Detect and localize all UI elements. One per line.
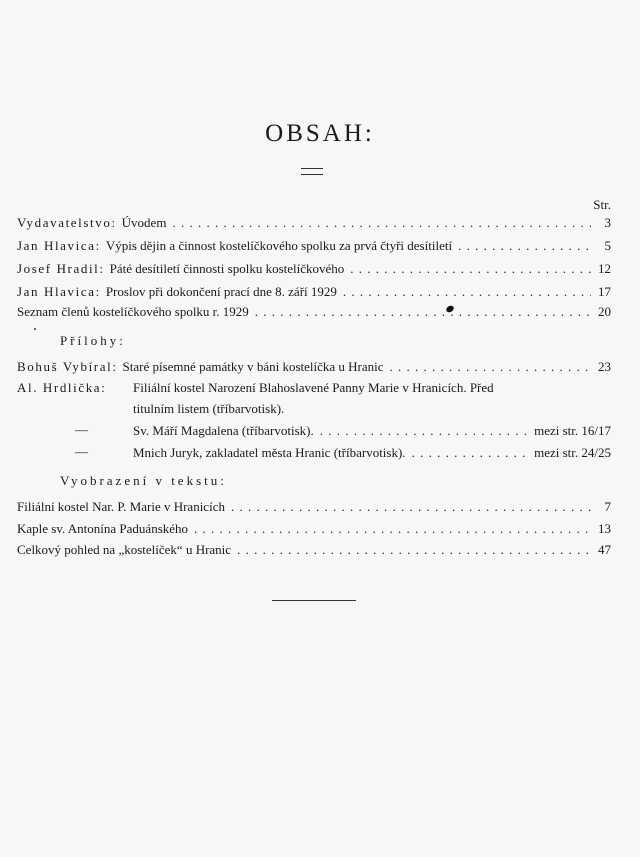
dot-leader bbox=[343, 283, 591, 301]
entry-title: Páté desítiletí činnosti spolku kostelíčkového bbox=[109, 261, 345, 276]
dot-leader bbox=[320, 422, 528, 440]
dot-leader bbox=[350, 260, 591, 278]
entry-page: 5 bbox=[604, 238, 611, 253]
appendix-entry bbox=[133, 444, 611, 462]
entry-title: Úvodem bbox=[121, 215, 167, 230]
entry-title: Proslov při dokončení prací dne 8. září 1929 bbox=[105, 284, 337, 299]
entry-page: 20 bbox=[598, 304, 611, 319]
entry-title: Kaple sv. Antonína Paduánského bbox=[17, 521, 189, 536]
dot-leader bbox=[172, 214, 591, 232]
illustration-entry bbox=[17, 541, 611, 559]
section-heading-vyobrazeni: Vyobrazení v tekstu: bbox=[60, 473, 227, 488]
entry-page: 3 bbox=[604, 215, 611, 230]
entry-title: Sv. Máří Magdalena (tříbarvotisk). bbox=[133, 423, 314, 438]
toc-entry bbox=[17, 260, 611, 278]
toc-entry bbox=[17, 303, 611, 321]
appendix-entry-title-line2: titulním listem (tříbarvotisk). bbox=[133, 401, 285, 416]
toc-entry bbox=[17, 237, 611, 255]
dot-leader bbox=[194, 520, 591, 538]
page-title: OBSAH: bbox=[265, 120, 375, 147]
entry-page: mezi str. 16/17 bbox=[534, 423, 611, 438]
title-ornament bbox=[301, 168, 323, 175]
entry-title: Mnich Juryk, zakladatel města Hranic (tříbarvotisk). bbox=[133, 445, 406, 460]
dot-leader bbox=[390, 358, 591, 376]
entry-author: Jan Hlavica: bbox=[17, 284, 101, 299]
entry-author: Vydavatelstvo: bbox=[17, 215, 117, 230]
em-dash: — bbox=[75, 422, 88, 437]
entry-page: mezi str. 24/25 bbox=[534, 445, 611, 460]
section-heading-prilohy: Přílohy: bbox=[60, 333, 126, 348]
appendix-entry-title-line1: Filiální kostel Narození Blahoslavené Panny Marie v Hranicích. Před bbox=[133, 380, 494, 395]
entry-title: Výpis dějin a činnost kostelíčkového spolku za prvá čtyři desítiletí bbox=[105, 238, 453, 253]
entry-author: Al. Hrdlička: bbox=[17, 380, 107, 395]
illustration-entry bbox=[17, 520, 611, 538]
appendix-entry-author bbox=[17, 379, 111, 397]
entry-title: Filiální kostel Nar. P. Marie v Hranicích bbox=[17, 499, 225, 514]
toc-entry bbox=[17, 283, 611, 301]
dot-leader bbox=[237, 541, 591, 559]
em-dash: — bbox=[75, 444, 88, 459]
entry-author: Josef Hradil: bbox=[17, 261, 105, 276]
entry-author: Jan Hlavica: bbox=[17, 238, 101, 253]
dot-leader bbox=[255, 303, 591, 321]
entry-page: 13 bbox=[598, 521, 611, 536]
dot-leader bbox=[412, 444, 529, 462]
entry-page: 7 bbox=[604, 499, 611, 514]
appendix-entry bbox=[133, 422, 611, 440]
toc-entry bbox=[17, 214, 611, 232]
dot-leader bbox=[458, 237, 591, 255]
closing-rule bbox=[272, 600, 356, 601]
dot-leader bbox=[231, 498, 591, 516]
entry-page: 17 bbox=[598, 284, 611, 299]
ink-speck bbox=[34, 328, 36, 330]
entry-title: Staré písemné památky v báni kostelíčka u Hranic bbox=[122, 359, 384, 374]
appendix-entry bbox=[17, 358, 611, 376]
entry-page: 12 bbox=[598, 261, 611, 276]
entry-author: Bohuš Vybíral: bbox=[17, 359, 118, 374]
entry-page: 47 bbox=[598, 542, 611, 557]
entry-title: Celkový pohled na „kostelíček“ u Hranic bbox=[17, 542, 232, 557]
entry-title: Seznam členů kostelíčkového spolku r. 1929 bbox=[17, 304, 249, 319]
illustration-entry bbox=[17, 498, 611, 516]
entry-page: 23 bbox=[598, 359, 611, 374]
page-column-label: Str. bbox=[593, 197, 611, 212]
